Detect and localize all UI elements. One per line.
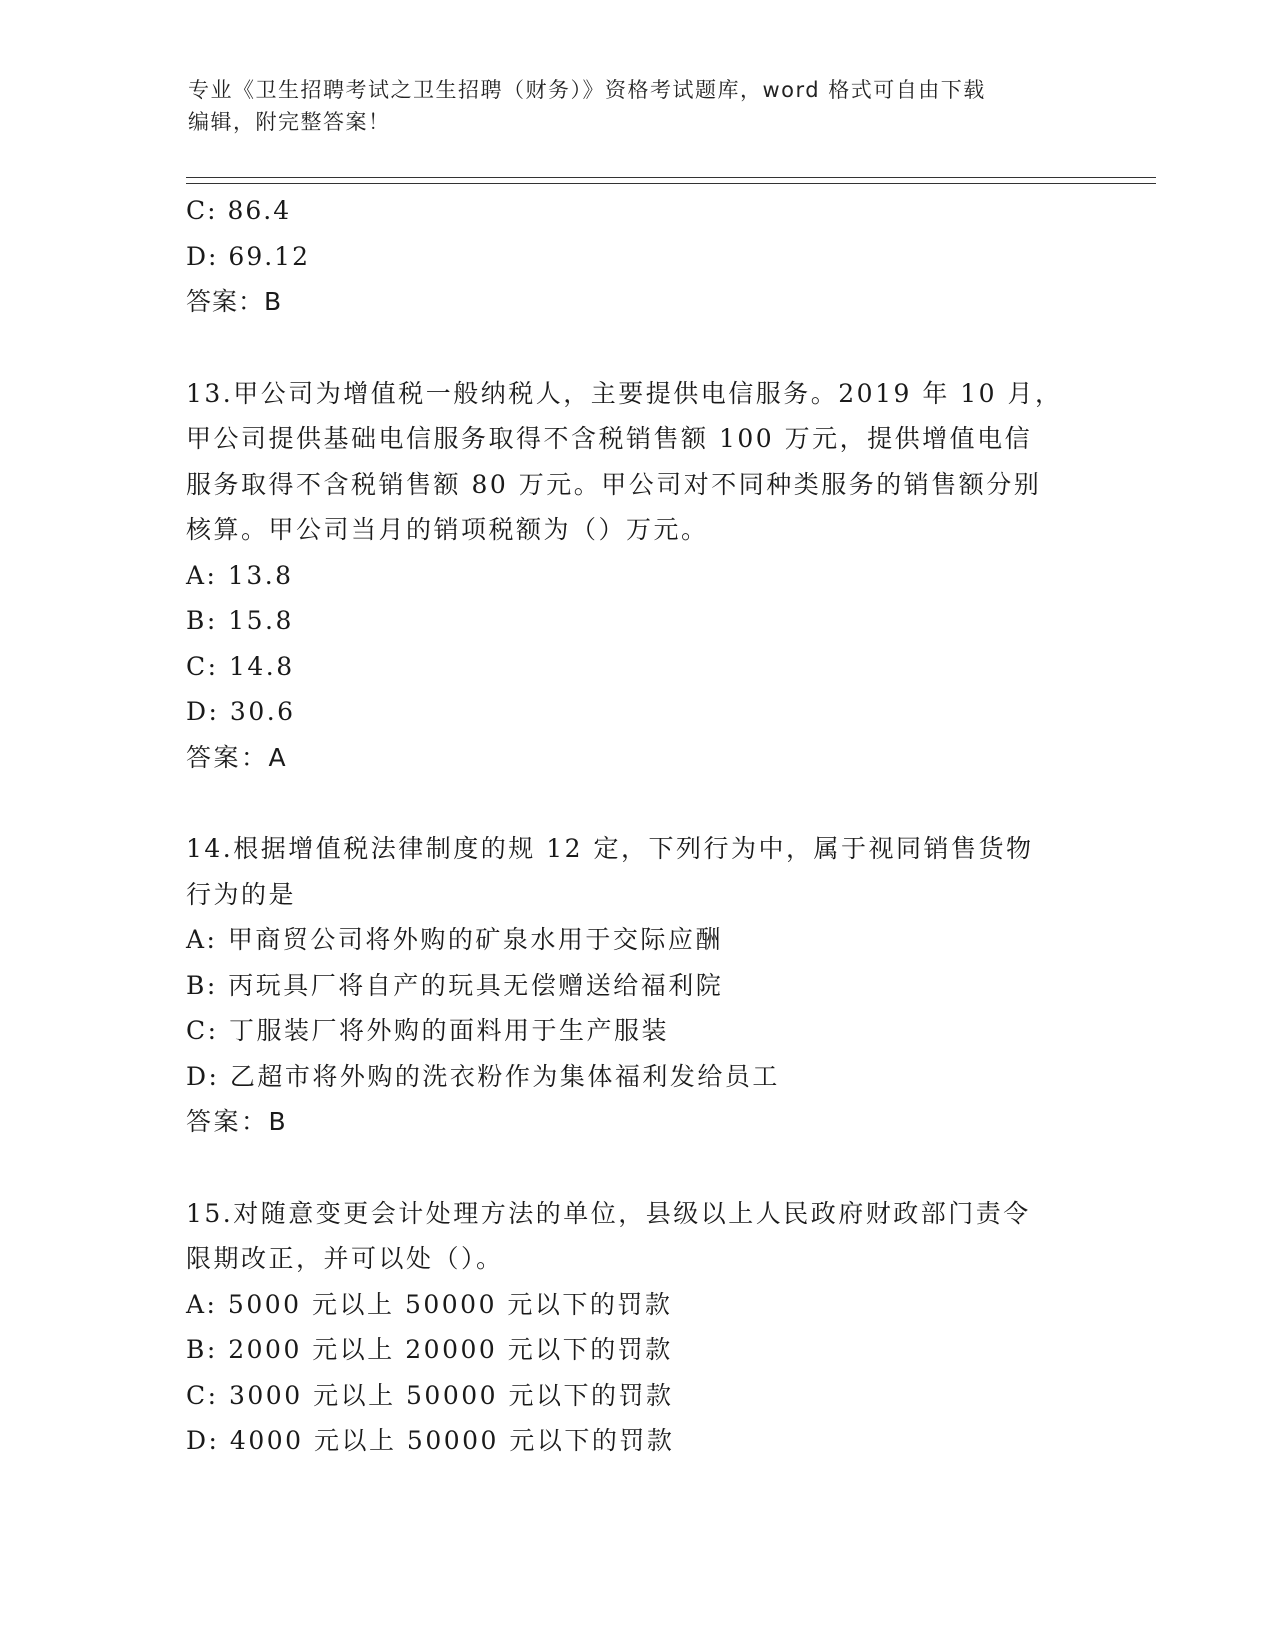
option-c: C: 14.8 [186, 651, 295, 681]
answer: 答案：B [186, 287, 283, 316]
question-list [186, 188, 1086, 1464]
option-c: C: 3000 元以上 50000 元以下的罚款 [186, 1380, 674, 1410]
question-text-line: 甲公司提供基础电信服务取得不含税销售额 100 万元，提供增值电信 [186, 424, 1033, 453]
question-text-line: 13.甲公司为增值税一般纳税人，主要提供电信服务。2019 年 10 月， [186, 378, 1063, 408]
question-15 [186, 1191, 1086, 1464]
answer: 答案：B [186, 1107, 289, 1136]
question-text-line: 14.根据增值税法律制度的规 12 定，下列行为中，属于视同销售货物 [186, 834, 1034, 863]
option-c: C: 86.4 [186, 196, 292, 225]
option-d: D: 30.6 [186, 697, 296, 726]
question-12-tail [186, 188, 1086, 325]
option-d: D: 乙超市将外购的洗衣粉作为集体福利发给员工 [186, 1061, 780, 1091]
option-b: B: 15.8 [186, 606, 294, 635]
option-c: C: 丁服装厂将外购的面料用于生产服装 [186, 1016, 669, 1045]
question-text-line: 限期改正，并可以处（）。 [186, 1244, 504, 1273]
header-divider [186, 177, 1156, 184]
header-line-1: 专业《卫生招聘考试之卫生招聘（财务）》资格考试题库，word 格式可自由下载 [188, 78, 986, 102]
question-text-line: 服务取得不含税销售额 80 万元。甲公司对不同种类服务的销售额分别 [186, 469, 1042, 499]
header-line-2: 编辑，附完整答案！ [188, 110, 391, 134]
spacer [186, 325, 1086, 371]
document-header [188, 74, 1068, 138]
answer: 答案：A [186, 742, 289, 772]
question-text-line: 核算。甲公司当月的销项税额为（）万元。 [186, 515, 709, 544]
option-a: A: 13.8 [186, 560, 294, 590]
question-13 [186, 371, 1086, 781]
question-text-line: 15.对随意变更会计处理方法的单位，县级以上人民政府财政部门责令 [186, 1198, 1031, 1228]
option-a: A: 甲商贸公司将外购的矿泉水用于交际应酬 [186, 925, 723, 954]
option-d: D: 4000 元以上 50000 元以下的罚款 [186, 1426, 675, 1455]
spacer [186, 780, 1086, 826]
spacer [186, 1145, 1086, 1191]
question-text-line: 行为的是 [186, 879, 297, 909]
option-b: B: 2000 元以上 20000 元以下的罚款 [186, 1335, 673, 1364]
option-a: A: 5000 元以上 50000 元以下的罚款 [186, 1289, 673, 1319]
option-b: B: 丙玩具厂将自产的玩具无偿赠送给福利院 [186, 970, 724, 1000]
question-14 [186, 826, 1086, 1145]
option-d: D: 69.12 [186, 241, 310, 271]
